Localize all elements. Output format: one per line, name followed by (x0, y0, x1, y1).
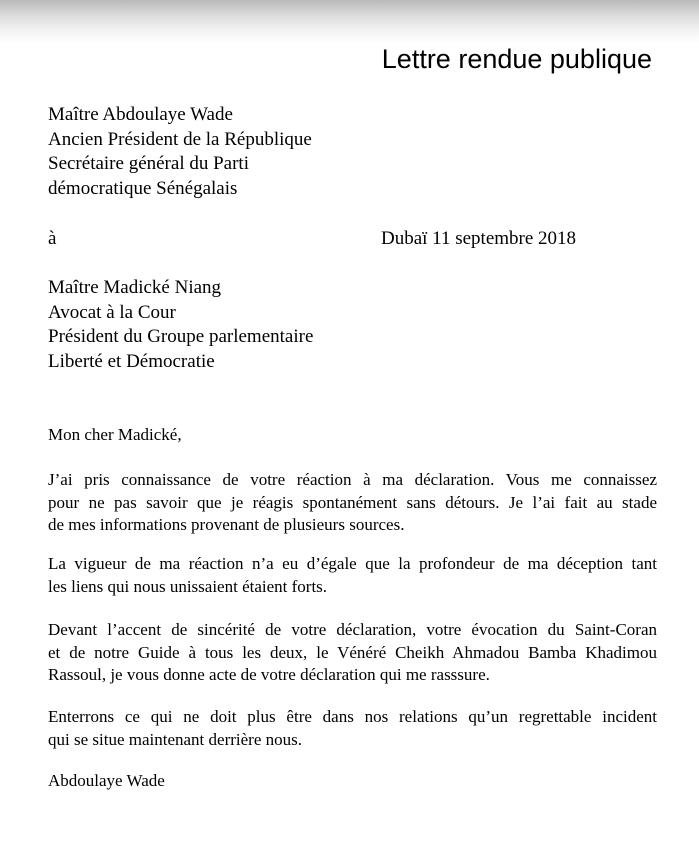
paragraph-line: J’ai pris connaissance de votre réaction à ma déclaration. Vous me connaissez (48, 470, 657, 489)
paragraph-line: pour ne pas savoir que je réagis spontanément sans détours. Je l’ai fait au stade (48, 492, 657, 512)
sender-line: Maître Abdoulaye Wade (48, 104, 233, 125)
recipient-block (48, 276, 313, 374)
signature: Abdoulaye Wade (48, 771, 165, 790)
paragraph-line: Rassoul, je vous donne acte de votre déclaration qui me rasssure. (48, 665, 490, 684)
paragraph-line: et de notre Guide à tous les deux, le Vénéré Cheikh Ahmadou Bamba Khadimou (48, 642, 657, 662)
recipient-line: Président du Groupe parlementaire (48, 326, 314, 347)
sender-line: Ancien Président de la République (48, 128, 312, 150)
top-shadow (0, 0, 699, 44)
sender-line: démocratique Sénégalais (48, 177, 238, 199)
sender-line: Secrétaire général du Parti (48, 153, 249, 174)
paragraph-2 (48, 553, 657, 598)
paragraph-3 (48, 619, 657, 687)
recipient-line: Maître Madické Niang (48, 277, 222, 298)
paragraph-line: Enterrons ce qui ne doit plus être dans nos relations qu’un regrettable incident (48, 707, 657, 726)
paragraph-line: de mes informations provenant de plusieurs sources. (48, 515, 405, 534)
paragraph-line: qui se situe maintenant derrière nous. (48, 729, 302, 749)
dateline: Dubaï 11 septembre 2018 (381, 228, 577, 249)
paragraph-4 (48, 706, 657, 751)
sender-block (48, 103, 312, 201)
paragraph-line: Devant l’accent de sincérité de votre déclaration, votre évocation du Saint-Coran (48, 620, 657, 639)
recipient-preposition: à (48, 228, 57, 249)
paragraph-line: les liens qui nous unissaient étaient forts. (48, 576, 328, 596)
salutation: Mon cher Madické, (48, 425, 182, 444)
recipient-line: Liberté et Démocratie (48, 350, 215, 372)
document-title: Lettre rendue publique (381, 44, 652, 74)
recipient-line: Avocat à la Cour (48, 301, 176, 323)
paragraph-line: La vigueur de ma réaction n’a eu d’égale que la profondeur de ma déception tant (48, 554, 657, 573)
paragraph-1 (48, 469, 657, 537)
